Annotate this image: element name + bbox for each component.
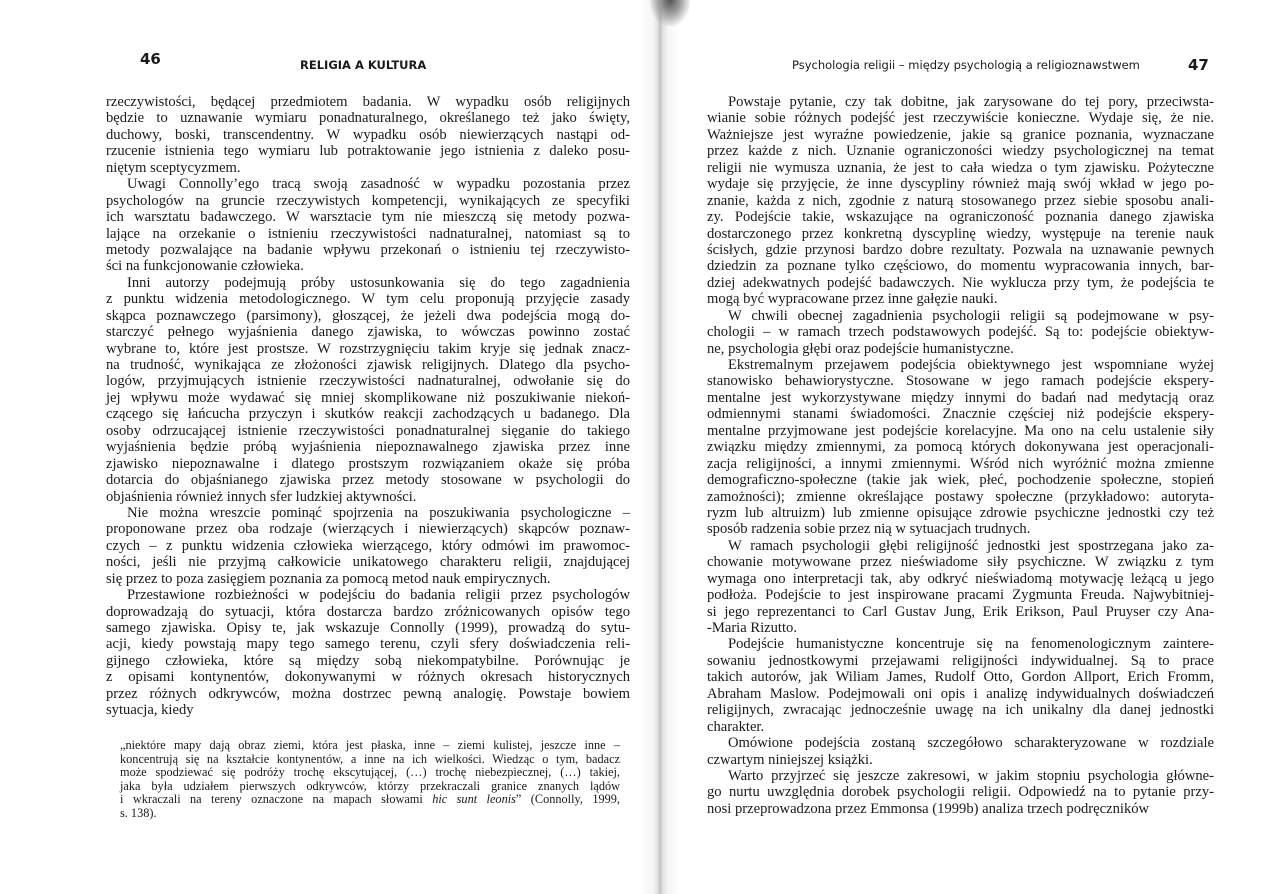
- running-head-right: Psychologia religii – między psychologią a religioznawstwem: [792, 58, 1140, 72]
- text-line: nosi przeprowadzona przez Emmonsa (1999b) analiza trzech podręczników: [707, 800, 1150, 817]
- text-line: z opisami kontynentów, dokonywanymi w różnych okresach historycznych: [106, 669, 630, 686]
- text-line: si jego reprezentanci to Carl Gustav Jung, Erik Erikson, Paul Pruyser czy Ana-: [707, 603, 1214, 620]
- running-head-left: RELIGIA A KULTURA: [300, 58, 427, 72]
- left-page-body: [106, 94, 630, 719]
- text-line: ne, psychologia głębi oraz podejście humanistyczne.: [707, 340, 1014, 357]
- text-line: mogą być wypracowane przez inne gałęzie nauki.: [707, 291, 998, 308]
- text-line: czych – z punktu widzenia człowieka wierzącego, który odmówi im prawomoc-: [106, 537, 630, 554]
- paragraph: [707, 357, 1214, 538]
- text-line: charakter.: [707, 718, 765, 735]
- quote-line: „niektóre mapy dają obraz ziemi, która jest płaska, inne – ziemi kulistej, jeszcze inne –: [120, 738, 620, 752]
- quote-line: jaka była udziałem pierwszych odkrywców, którzy przekraczali granice znanych lądów: [120, 778, 620, 793]
- text-line: religii nie wymusza uznania, że jest to cała wiedza o tym zjawisku. Pożyteczne: [707, 159, 1214, 176]
- text-line: jej wpływu może wydawać się mniej skomplikowane niż poszukiwanie niekoń-: [106, 389, 630, 406]
- paragraph: [707, 538, 1214, 637]
- text-line: dotarcia do objaśnianego zjawiska przez metody stosowane w psychologii do: [106, 472, 630, 489]
- text-line: znanie, każda z nich, zgodnie z naturą stosowanego przez siebie sposobu anali-: [707, 192, 1214, 209]
- text-line: chowanie motywowane przez nieświadome siły psychiczne. W związku z tym: [707, 554, 1214, 571]
- text-line: wymaga ono interpretacji tak, aby odkryć nieświadomą motywację leżącą u jego: [707, 570, 1214, 587]
- text-line: psychologów na gruncie rzeczywistych kompetencji, wynikających ze specyfiki: [106, 192, 630, 209]
- paragraph: [106, 176, 630, 275]
- text-line: na trudność, wynikająca ze złożoności zjawisk religijnych. Dlatego dla psycho-: [106, 357, 630, 373]
- paragraph: [106, 587, 630, 719]
- text-line: zamożności); zmienne określające postawy społeczne (przykładowo: autoryta-: [707, 488, 1214, 505]
- text-line: lające na orzekanie o istnieniu rzeczywistości nadnaturalnej, natomiast są to: [106, 225, 630, 242]
- scan-artifact: [650, 0, 690, 26]
- text-line: duchowy, boski, transcendentny. W wypadku osób niewierzących nastąpi od-: [106, 126, 630, 143]
- text-line: Ekstremalnym przejawem podejścia obiektywnego jest wspomniane wyżej: [728, 357, 1214, 373]
- text-line: sowaniu jednostkowymi przejawami religijności indywidualnej. Są to prace: [707, 652, 1214, 669]
- text-line: zacja religijności, a innymi zmiennymi. Wśród nich wyróżnić można zmienne: [707, 455, 1214, 472]
- text-line: przez każde z nich. Uznanie ograniczoności wiedzy psychologicznej na temat: [707, 143, 1214, 160]
- text-line: skąpca poznawczego (parsimony), głoszącej, że jeżeli dwa podejścia mogą do-: [106, 307, 630, 324]
- text-line: będzie to uznawanie wymiaru ponadnaturalnego, określanego też jako święty,: [106, 110, 630, 127]
- paragraph: [106, 505, 630, 587]
- text-line: ności, jeśli nie przyjmą całkowicie unikatowego charakteru religii, znajdującej: [106, 554, 630, 571]
- text-line: wianie sobie różnych podejść jest rzeczywiście konieczne. Wydaje się, że nie.: [707, 110, 1214, 127]
- text-line: wybrane to, które jest prostsze. W rozstrzygnięciu takim kryje się jednak znacz-: [106, 340, 630, 357]
- text-line: Warto przyjrzeć się jeszcze zakresowi, w jakim stopniu psychologia główne-: [728, 767, 1214, 784]
- text-line: rzucenie istnienia tego wymiaru lub potraktowanie jego istnienia z daleko posu-: [106, 143, 630, 160]
- text-line: dostarczonego przez konkretną dyscyplinę wiedzy, występuje na terenie nauk: [707, 225, 1214, 242]
- text-line: Abraham Maslow. Podejmowali oni opis i analizę indywidualnych doświadczeń: [707, 685, 1214, 702]
- text-line: podłoża. Podejście to jest inspirowane pracami Zygmunta Freuda. Najwybitniej-: [707, 587, 1214, 604]
- page-number-left: 46: [140, 50, 161, 68]
- paragraph: [707, 735, 1214, 768]
- right-page-body: [707, 94, 1214, 817]
- quote-text: i wkraczali na tereny oznaczone na mapach słowami: [120, 792, 433, 807]
- text-line: z punktu widzenia metodologicznego. W tym celu proponują przyjęcie zasady: [106, 291, 630, 308]
- text-line: metody pozwalające na badanie wpływu przekonań o istnieniu tej rzeczywisto-: [106, 241, 630, 258]
- paragraph: [106, 275, 630, 505]
- text-line: acji, kiedy powstają mapy tego samego terenu, czyli sfery doświadczenia reli-: [106, 636, 630, 653]
- text-line: odmiennymi stanami świadomości. Znacznie częściej niż podejście ekspery-: [707, 406, 1214, 423]
- text-line: sposób radzenia sobie przez nią w sytuacjach trudnych.: [707, 521, 1031, 538]
- text-line: ryzm lub altruizm) lub zmienne opisujące zdrowie psychiczne jednostki czy też: [707, 504, 1214, 521]
- text-line: objaśnienia również innych sfer ludzkiej aktywności.: [106, 488, 417, 505]
- text-line: ścisłych, gdzie przynosi bardzo dobre rezultaty. Pozwala na uznawanie pewnych: [707, 241, 1214, 258]
- text-line: takich autorów, jak Wiliam James, Rudolf Otto, Gordon Allport, Erich Fromm,: [707, 669, 1214, 686]
- text-line: stanowisko behawiorystyczne. Stosowane w jego ramach podejście ekspery-: [707, 373, 1214, 390]
- text-line: wydaje się przyjęcie, że inne dyscypliny również mają swój wkład w jego po-: [707, 176, 1214, 193]
- text-line: Uwagi Connolly’ego tracą swoją zasadność w wypadku pozostania przez: [127, 176, 630, 193]
- quote-line: koncentrują się na kształcie kontynentów, a inne na ich wielkości. Wiedząc o tym, badacz: [120, 751, 620, 766]
- book-gutter-shadow: [640, 0, 680, 894]
- text-line: go nurtu uwzględnia dorobek psychologii religii. Odpowiedź na to pytanie przy-: [707, 784, 1214, 801]
- paragraph: [707, 636, 1214, 735]
- paragraph: [707, 308, 1214, 357]
- text-line: czwartym niniejszej książki.: [707, 751, 873, 768]
- text-line: demograficzno-społeczne (takie jak wiek, płeć, pochodzenie społeczne, stopień: [707, 472, 1214, 489]
- text-line: -Maria Rizutto.: [707, 620, 797, 636]
- block-quote: [120, 739, 620, 821]
- text-line: Powstaje pytanie, czy tak dobitne, jak zarysowane do tej pory, przeciwsta-: [728, 94, 1214, 110]
- text-line: Omówione podejścia zostaną szczegółowo scharakteryzowane w rozdziale: [728, 735, 1214, 752]
- text-line: doprowadzają do sytuacji, która dostarcza bardzo zróżnicowanych opisów tego: [106, 603, 630, 620]
- text-line: mentalne przyjmowane jest podejście korelacyjne. Ma ono na celu ustalenie siły: [707, 422, 1214, 439]
- text-line: mentalne jest wykorzystywane między innymi do badań nad medytacją oraz: [707, 389, 1214, 406]
- text-line: sytuacja, kiedy: [106, 702, 194, 719]
- text-line: związku między zmiennymi, za pomocą których dokonywana jest operacjonali-: [707, 439, 1214, 456]
- text-line: wyjaśnienia będzie próbą wyjaśnienia niepoznawalnego zjawiska przez inne: [106, 439, 630, 456]
- text-line: gijnego człowieka, które są między sobą niekompatybilne. Porównując je: [106, 652, 630, 669]
- text-line: starczyć pełnego wyjaśnienia danego zjawiska, to wówczas powinno zostać: [106, 324, 630, 341]
- quote-line: może spodziewać się podróży trochę ekscytującej, (…) trochę niebezpiecznej, (…) takiej,: [120, 765, 620, 780]
- text-line: W chwili obecnej zagadnienia psychologii religii są podejmowane w psy-: [728, 307, 1214, 324]
- text-line: logów, przyjmujących istnienie rzeczywistości nadnaturalnej, odwołanie się do: [106, 373, 630, 390]
- text-line: dziedzin za poznane tylko częściowo, do momentu wypracowania innych, bar-: [707, 258, 1214, 275]
- quote-italic-text: hic sunt leonis: [432, 792, 516, 807]
- text-line: Ważniejsze jest wyraźne powiedzenie, jakie są granice poznania, wyznaczane: [707, 126, 1214, 143]
- text-line: Podejście humanistyczne koncentruje się na fenomenologicznym zaintere-: [728, 636, 1214, 653]
- text-line: W ramach psychologii głębi religijność jednostki jest spostrzegana jako za-: [728, 537, 1214, 554]
- text-line: Inni autorzy podejmują próby ustosunkowania się do tego zagadnienia: [127, 274, 630, 291]
- text-line: dziej adekwatnych podejść badawczych. Nie wyklucza przy tym, że podejścia te: [707, 274, 1214, 291]
- text-line: Przestawione rozbieżności w podejściu do badania religii przez psychologów: [127, 587, 630, 604]
- text-line: zy. Podejście takie, wskazujące na ograniczoność poznania danego zjawiska: [707, 209, 1214, 226]
- text-line: samego zjawiska. Opisy te, jak wskazuje Connolly (1999), prowadzą do sytu-: [106, 620, 630, 636]
- text-line: proponowane przez oba rodzaje (wierzących i niewierzących) skąpców poznaw-: [106, 521, 630, 538]
- text-line: osoby odrzucającej istnienie rzeczywistości ponadnaturalnej sięganie do takiego: [106, 422, 630, 439]
- text-line: ści na funkcjonowanie człowieka.: [106, 258, 304, 275]
- text-line: zjawisko niepoznawalne i dlatego prostszym rozwiązaniem okaże się próba: [106, 455, 630, 472]
- text-line: rzeczywistości, będącej przedmiotem badania. W wypadku osób religijnych: [106, 94, 630, 110]
- quote-line: s. 138).: [120, 805, 157, 820]
- paragraph: [707, 94, 1214, 308]
- text-line: chologii – w ramach trzech podstawowych podejść. Są to: podejście obiektyw-: [707, 324, 1214, 341]
- text-line: się przez to poza zasięgiem poznania za pomocą metod nauk empirycznych.: [106, 570, 551, 587]
- paragraph: [106, 94, 630, 176]
- text-line: religijnych, zwracając jednocześnie uwagę na ich unikalny dla danej jednostki: [707, 702, 1214, 719]
- page-number-right: 47: [1188, 56, 1209, 74]
- text-line: ich warsztatu badawczego. W warsztacie tym nie mieszczą się metody pozwa-: [106, 209, 630, 226]
- text-line: czącego się łańcucha przyczyn i skutków reakcji zachodzących u badanego. Dla: [106, 406, 630, 423]
- text-line: Nie można wreszcie pominąć spojrzenia na poszukiwania psychologiczne –: [127, 504, 630, 521]
- quote-text: ” (Connolly, 1999,: [515, 792, 621, 807]
- quote-line: [120, 793, 620, 807]
- text-line: przez różnych odkrywców, można dostrzec pewną analogię. Powstaje bowiem: [106, 685, 630, 702]
- paragraph: [707, 768, 1214, 817]
- text-line: niętym sceptycyzmem.: [106, 159, 241, 176]
